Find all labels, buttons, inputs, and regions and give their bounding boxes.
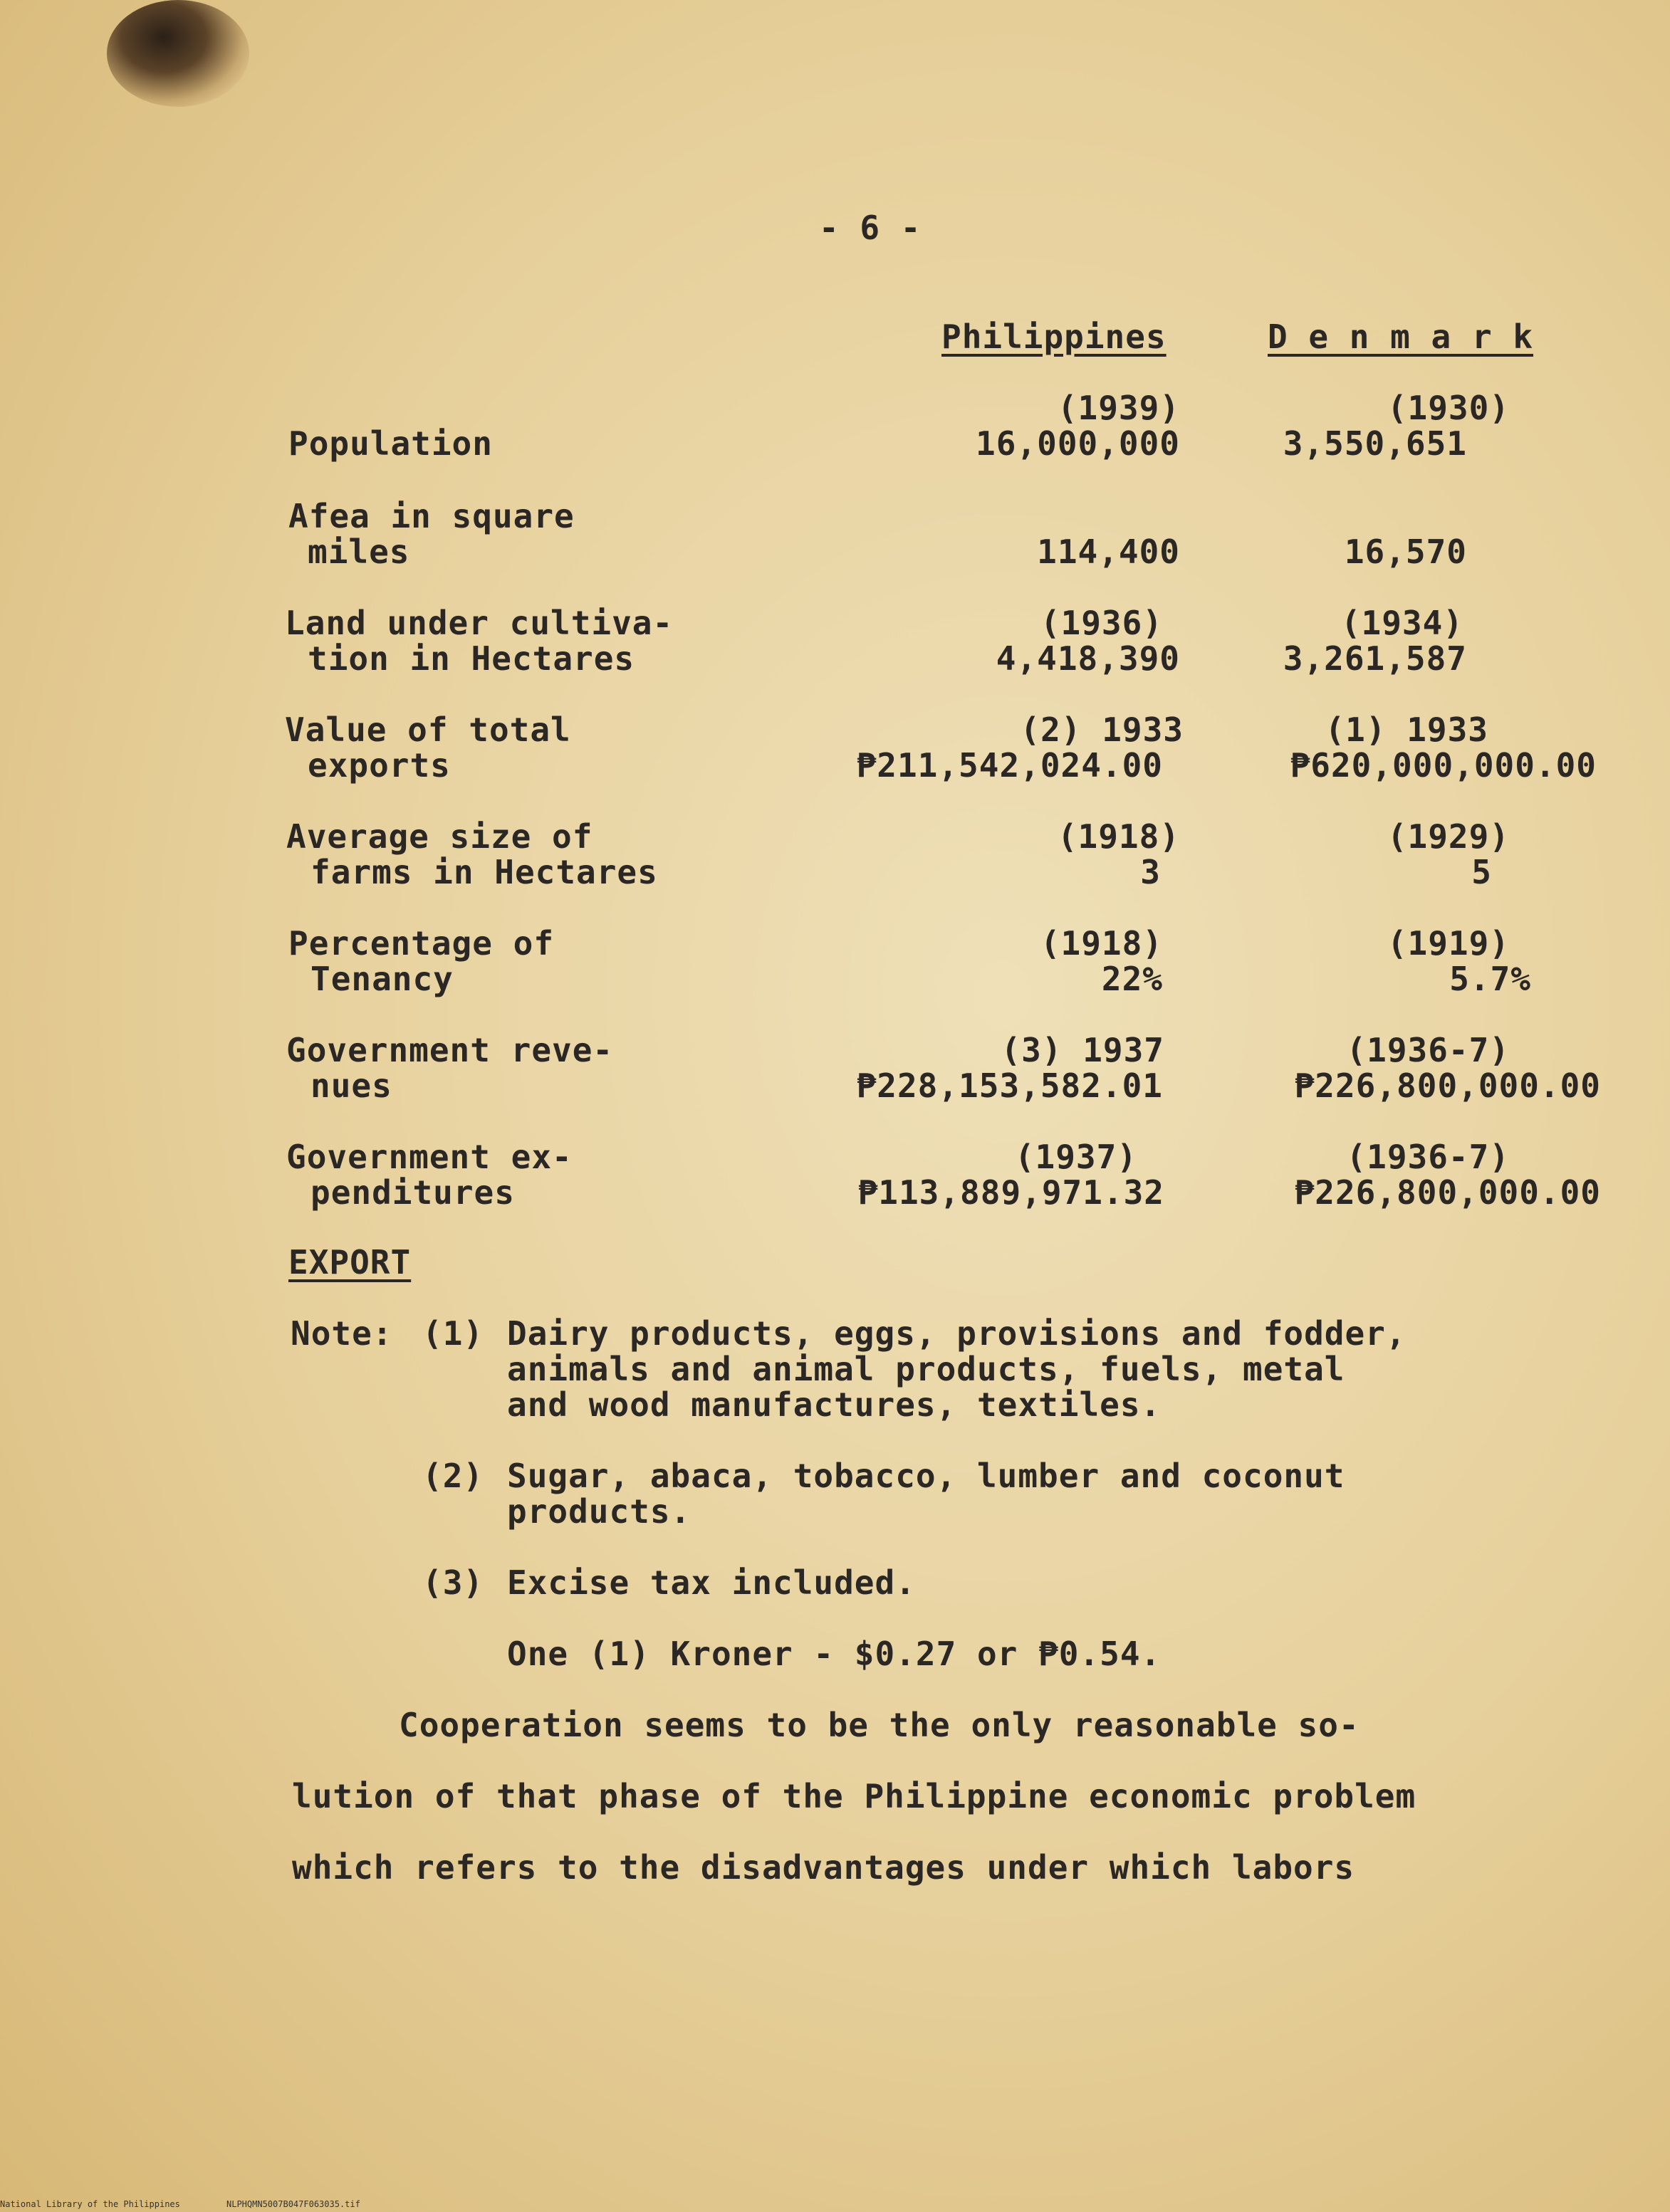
note-1-line: animals and animal products, fuels, metal (507, 1350, 1345, 1388)
row-label-cont: exports (308, 746, 451, 785)
ph-note: (1918) (1040, 924, 1163, 963)
note-2-line: Sugar, abaca, tobacco, lumber and coconut (507, 1457, 1345, 1495)
note-1-line: Dairy products, eggs, provisions and fodder, (507, 1314, 1407, 1353)
footer-filename: NLPHQMN5007B047F063035.tif (226, 2199, 360, 2209)
ph-note: (1936) (1040, 604, 1163, 642)
ph-value: ₱113,889,971.32 (857, 1173, 1164, 1212)
dk-value: 3,550,651 (1283, 424, 1467, 463)
currency-conversion: One (1) Kroner - $0.27 or ₱0.54. (507, 1635, 1162, 1673)
dk-note: (1) 1933 (1325, 711, 1488, 749)
ph-value: 22% (1101, 960, 1163, 998)
dk-value: 3,261,587 (1283, 639, 1467, 678)
column-header-denmark: D e n m a r k (1268, 318, 1534, 356)
dk-note: (1919) (1387, 924, 1510, 963)
ph-note: (1937) (1014, 1138, 1137, 1176)
dk-value: ₱226,800,000.00 (1294, 1066, 1601, 1105)
dk-value: ₱226,800,000.00 (1294, 1173, 1601, 1212)
row-label: Population (288, 424, 493, 463)
ph-value: ₱228,153,582.01 (856, 1066, 1163, 1105)
dk-note: (1930) (1387, 389, 1510, 427)
row-label: Average size of (286, 817, 593, 856)
ph-value: 3 (1140, 853, 1161, 891)
export-heading: EXPORT (288, 1243, 412, 1281)
ph-note: (1918) (1057, 817, 1180, 856)
row-label: Land under cultiva- (285, 604, 674, 642)
dk-value: 16,570 (1344, 533, 1467, 571)
row-label: Afea in square (288, 497, 575, 535)
footer-library: National Library of the Philippines (0, 2199, 180, 2209)
paragraph-line: Cooperation seems to be the only reasonable so- (399, 1706, 1360, 1744)
note-2-line: products. (507, 1492, 692, 1531)
row-label-cont: Tenancy (310, 960, 454, 998)
paragraph-line: which refers to the disadvantages under which labors (292, 1848, 1355, 1887)
dk-value: ₱620,000,000.00 (1290, 746, 1597, 785)
row-label-cont: farms in Hectares (310, 853, 658, 891)
note-1-marker: (1) (422, 1314, 484, 1353)
ph-value: 4,418,390 (996, 639, 1180, 678)
ph-value: 16,000,000 (976, 424, 1180, 463)
ph-note: (2) 1933 (1020, 711, 1184, 749)
dk-note: (1934) (1340, 604, 1463, 642)
dk-note: (1929) (1387, 817, 1510, 856)
row-label-cont: tion in Hectares (308, 639, 635, 678)
row-label: Value of total (285, 711, 571, 749)
dk-note: (1936-7) (1346, 1138, 1510, 1176)
ph-value: 114,400 (1037, 533, 1180, 571)
dk-value: 5.7% (1449, 960, 1531, 998)
row-label-cont: penditures (310, 1173, 515, 1212)
dk-value: 5 (1471, 853, 1492, 891)
ph-value: ₱211,542,024.00 (856, 746, 1163, 785)
note-3-line: Excise tax included. (507, 1563, 916, 1602)
note-3-marker: (3) (422, 1563, 484, 1602)
page-number: - 6 - (819, 209, 922, 247)
ink-stain (107, 0, 249, 107)
column-header-philippines: Philippines (941, 318, 1167, 356)
row-label: Government ex- (286, 1138, 573, 1176)
note-1-line: and wood manufactures, textiles. (507, 1385, 1162, 1424)
paragraph-line: lution of that phase of the Philippine economic problem (292, 1777, 1416, 1815)
row-label: Percentage of (288, 924, 555, 963)
row-label-cont: miles (308, 533, 410, 571)
ph-note: (1939) (1057, 389, 1180, 427)
dk-note: (1936-7) (1346, 1031, 1510, 1069)
row-label: Government reve- (286, 1031, 614, 1069)
ph-note: (3) 1937 (1001, 1031, 1164, 1069)
row-label-cont: nues (310, 1066, 392, 1105)
note-2-marker: (2) (422, 1457, 484, 1495)
note-intro: Note: (291, 1314, 393, 1353)
